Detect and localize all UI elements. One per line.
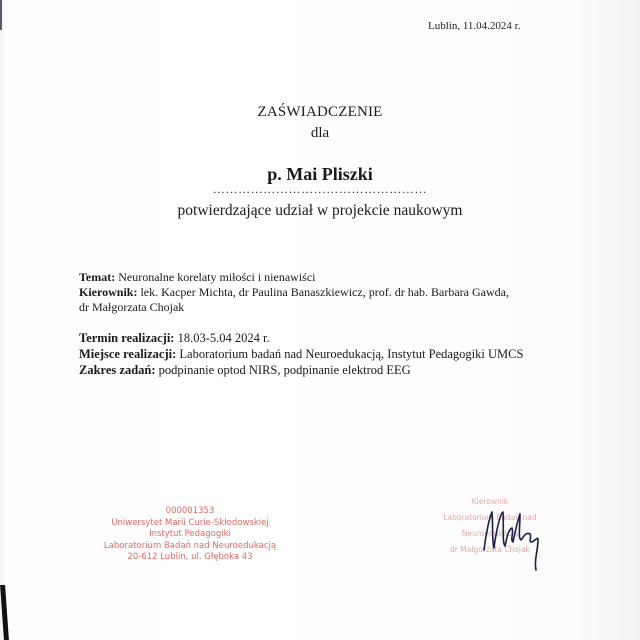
field-supervisor: [79, 285, 509, 300]
stamp-person: dr Małgorzata Chojak: [450, 545, 530, 554]
stamp-institute: Instytut Pedagogiki: [149, 529, 231, 539]
recipient-name: p. Mai Pliszki: [267, 164, 373, 184]
document-title: ZAŚWIADCZENIE: [257, 104, 383, 120]
stamp-laboratory: Laboratorium Badań nad Neuroedukacją: [103, 540, 277, 551]
field-supervisor-cont: [79, 300, 184, 315]
scan-edge-top-left: [0, 0, 2, 30]
field-value: Laboratorium badań nad Neuroedukacją, Instytut Pedagogiki UMCS: [179, 347, 524, 361]
scan-edge-bottom-left: [0, 585, 9, 640]
place-date: Lublin, 11.04.2024 r.: [428, 20, 521, 32]
field-topic: [79, 270, 316, 285]
stamp-university: Uniwersytet Marii Curie-Skłodowskiej: [111, 517, 269, 528]
field-label: Kierownik:: [79, 285, 138, 299]
field-label: Temat:: [79, 270, 116, 284]
institution-stamp: [90, 506, 290, 564]
field-label: Zakres zadań:: [79, 363, 156, 377]
field-period: [79, 331, 270, 346]
stamp-number: 000001353: [165, 506, 215, 516]
field-tasks: [79, 363, 411, 378]
stamp-role: Kierownik: [471, 497, 509, 506]
field-value: Neuronalne korelaty miłości i nienawiści: [118, 270, 316, 284]
signature-icon: [478, 502, 548, 572]
dotted-line: ……………………………………………: [212, 182, 428, 196]
field-label: Termin realizacji:: [79, 331, 175, 345]
field-value: dr Małgorzata Chojak: [79, 300, 185, 314]
field-label: Miejsce realizacji:: [79, 347, 177, 361]
for-label: dla: [310, 125, 330, 141]
field-value: lek. Kacper Michta, dr Paulina Banaszkiewicz, prof. dr hab. Barbara Gawda,: [140, 285, 509, 299]
field-location: [79, 347, 523, 362]
stamp-address: 20-612 Lublin, ul. Głęboka 43: [127, 552, 253, 562]
field-value: 18.03-5.04 2024 r.: [177, 331, 270, 345]
confirmation-text: potwierdzające udział w projekcie naukowym: [177, 202, 463, 219]
stamp-laboratory: Laboratorium Badań nad Neuroedukacją: [443, 513, 537, 538]
field-value: podpinanie optod NIRS, podpinanie elektrod EEG: [158, 363, 411, 377]
